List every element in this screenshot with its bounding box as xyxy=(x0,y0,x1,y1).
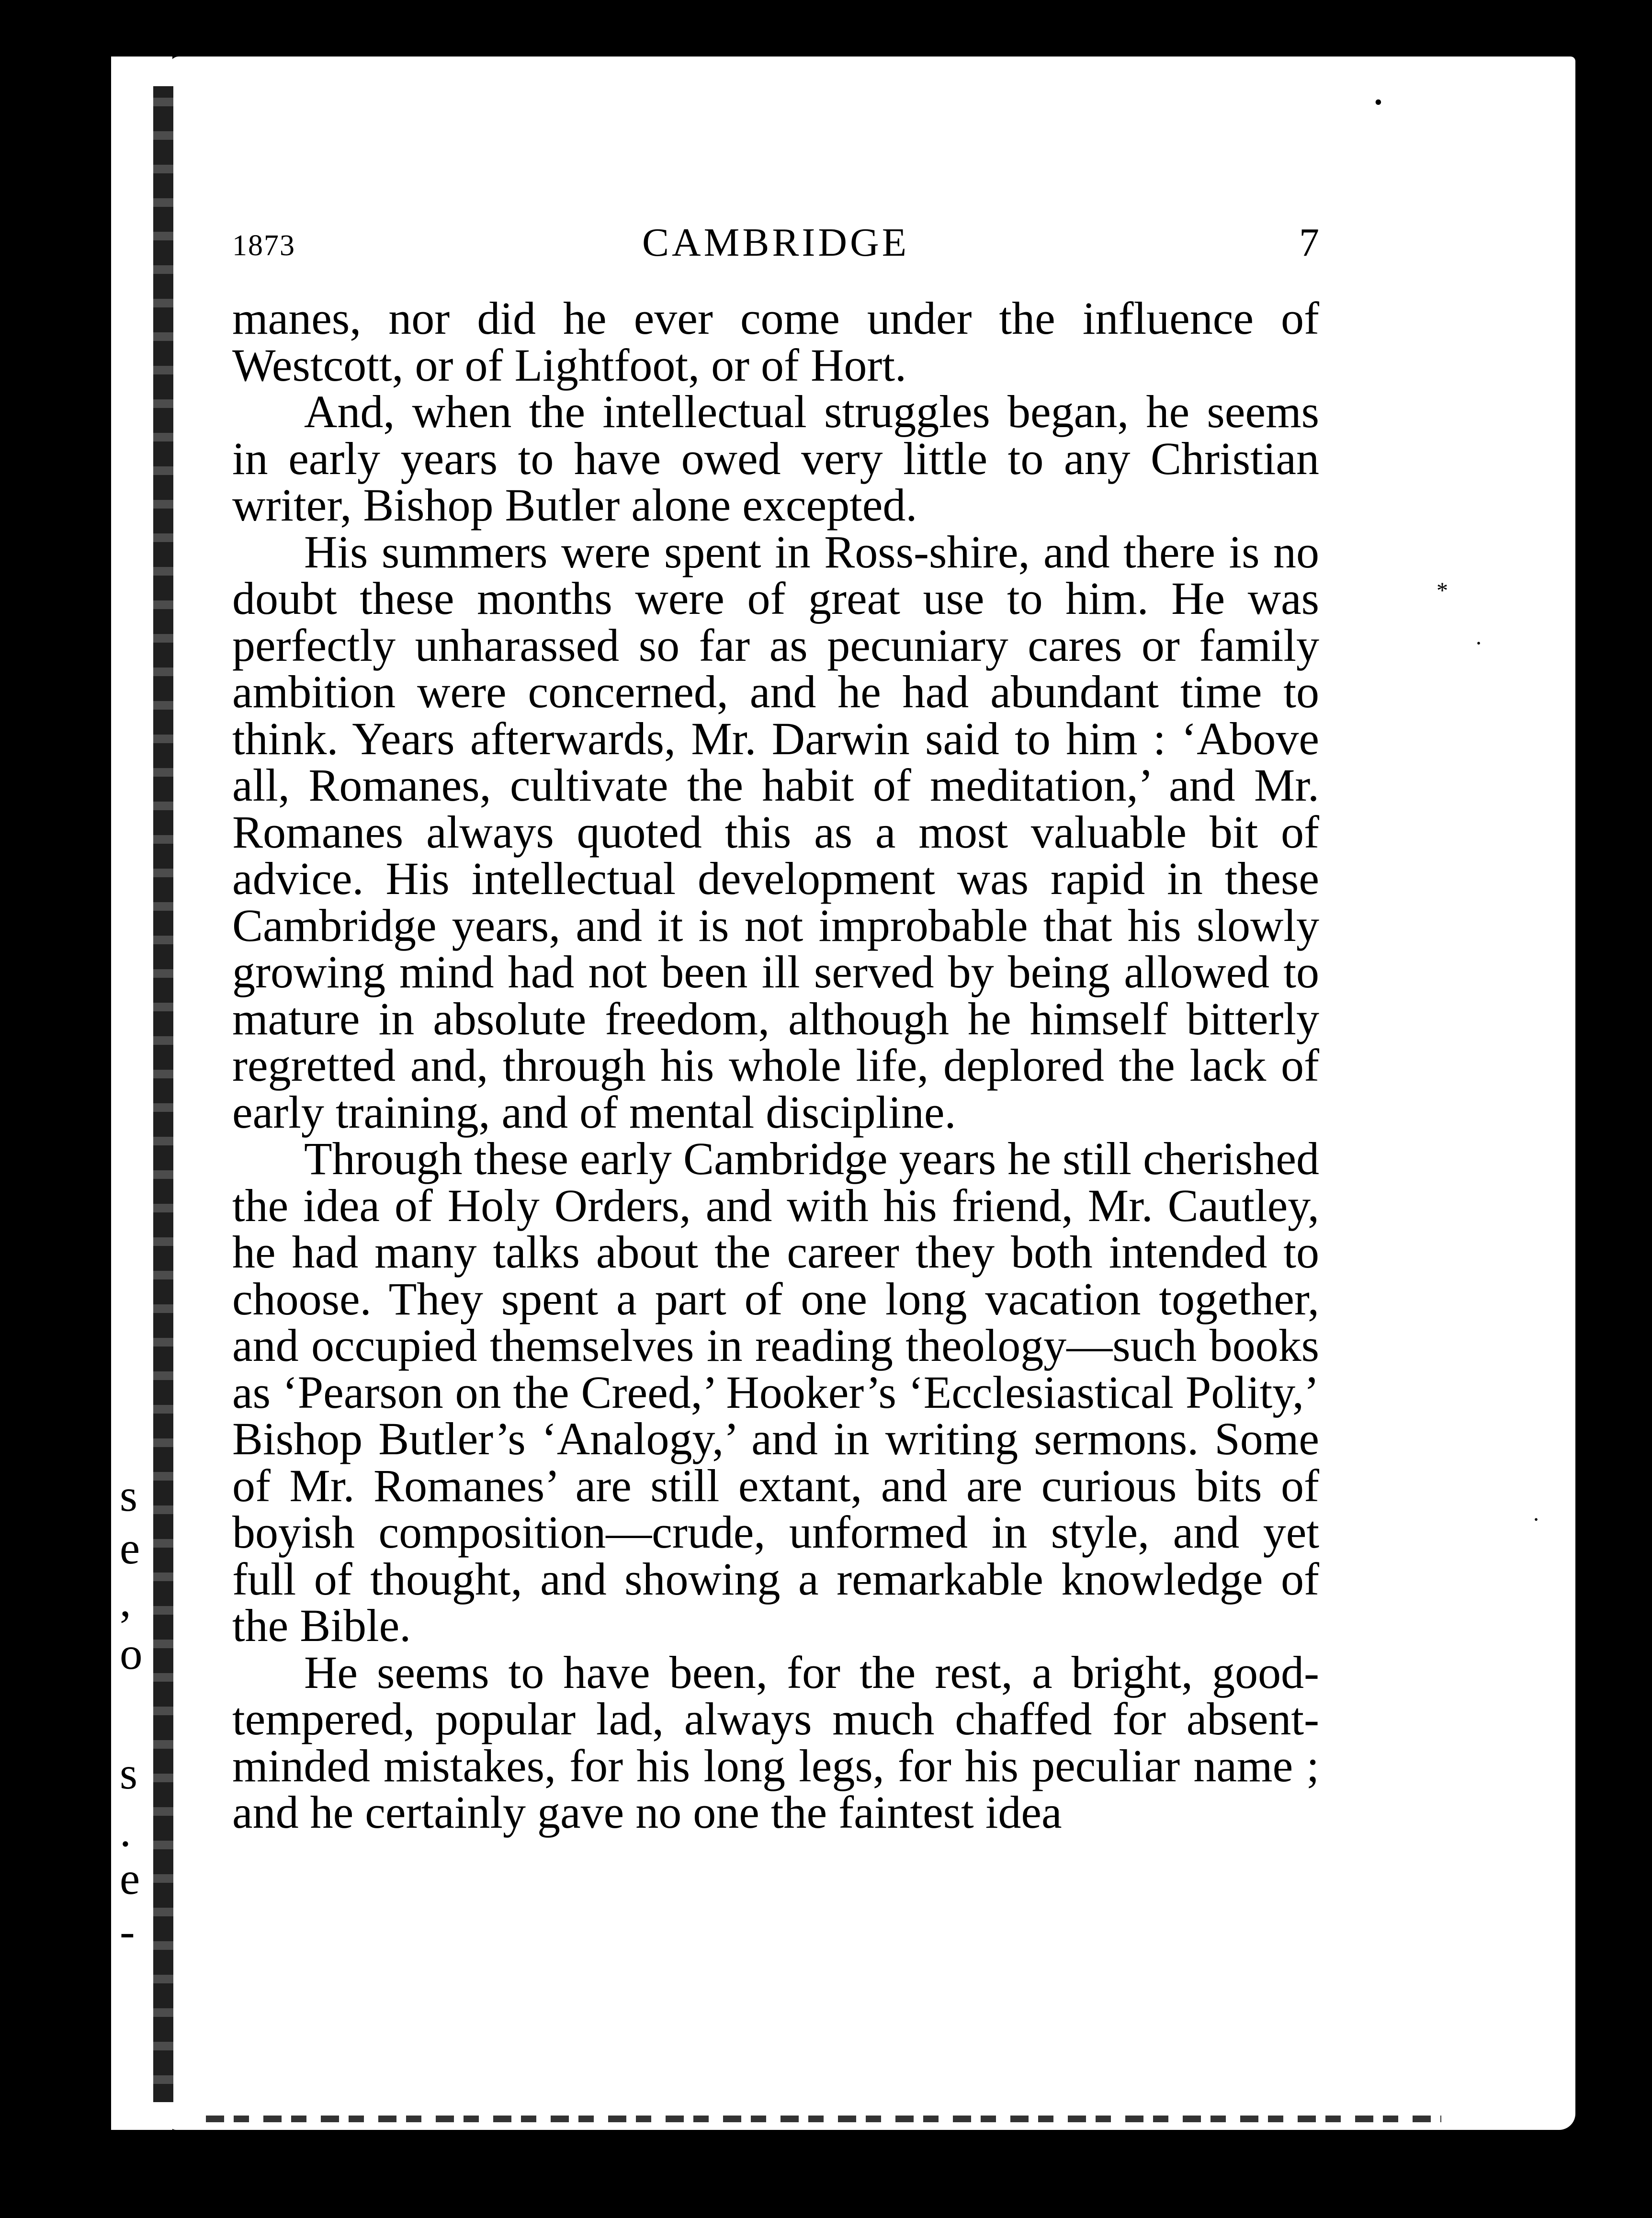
fragment-2: e xyxy=(120,1523,140,1573)
paragraph-2: And, when the intellectual struggles began, he seems in early years to have owed very little to any Christian writer, Bishop Butler alone excepted. xyxy=(232,386,1319,531)
paragraph-5: He seems to have been, for the rest, a bright, good-tempered, popular lad, always much chaffed for absent-minded mistakes, for his long legs, for his peculiar name ; and he certainly gave no one the faintest idea xyxy=(232,1646,1319,1838)
fragment-8: - xyxy=(120,1906,135,1957)
speck: * xyxy=(1437,578,1448,603)
fragment-4: o xyxy=(120,1628,143,1679)
header-year: 1873 xyxy=(232,229,295,262)
paragraph-4: Through these early Cambridge years he still cherished the idea of Holy Orders, and with his friend, Mr. Cautley, he had many talks about the career they both intended to choose. They spent a part of one long vacation together, and occupied themselves in reading theology—such books as ‘Pearson on the Creed,’ Hooker’s ‘Ecclesiastical Polity,’ Bishop Butler’s ‘Analogy,’ and in writing sermons. Some of Mr. Romanes’ are still extant, and are curious bits of boyish composition—crude, unformed in style, and yet full of thought, and showing a remarkable knowledge of the Bible. xyxy=(232,1133,1319,1651)
fragment-3: , xyxy=(120,1575,131,1626)
header-title: CAMBRIDGE xyxy=(642,220,910,265)
page-number: 7 xyxy=(1299,220,1319,265)
fragment-5: s xyxy=(120,1748,137,1799)
bottom-rule xyxy=(206,2116,1441,2122)
facing-page-fragments xyxy=(111,57,154,2130)
speck: • xyxy=(1374,90,1382,115)
fragment-1: s xyxy=(120,1470,137,1521)
speck: · xyxy=(1532,1507,1540,1532)
running-header xyxy=(232,215,1319,273)
binding-shadow xyxy=(153,86,173,2102)
fragment-6: . xyxy=(120,1805,131,1856)
paragraph-1: manes, nor did he ever come under the influence of Westcott, or of Lightfoot, or of Hort. xyxy=(232,293,1319,391)
fragment-7: e xyxy=(120,1853,140,1904)
paragraph-3: His summers were spent in Ross-shire, and there is no doubt these months were of great use to him. He was perfectly unharassed so far as pecuniary cares or family ambition were concerned, and he had abundant time to think. Years afterwards, Mr. Darwin said to him : ‘Above all, Romanes, cultivate the habit of meditation,’ and Mr. Romanes always quoted this as a most valuable bit of advice. His intellectual development was rapid in these Cambridge years, and it is not improbable that his slowly growing mind had not been ill served by being allowed to mature in absolute freedom, although he himself bitterly regretted and, through his whole life, deplored the lack of early training, and of mental discipline. xyxy=(232,526,1319,1138)
body-text xyxy=(232,295,1319,1836)
speck: · xyxy=(1475,631,1482,656)
